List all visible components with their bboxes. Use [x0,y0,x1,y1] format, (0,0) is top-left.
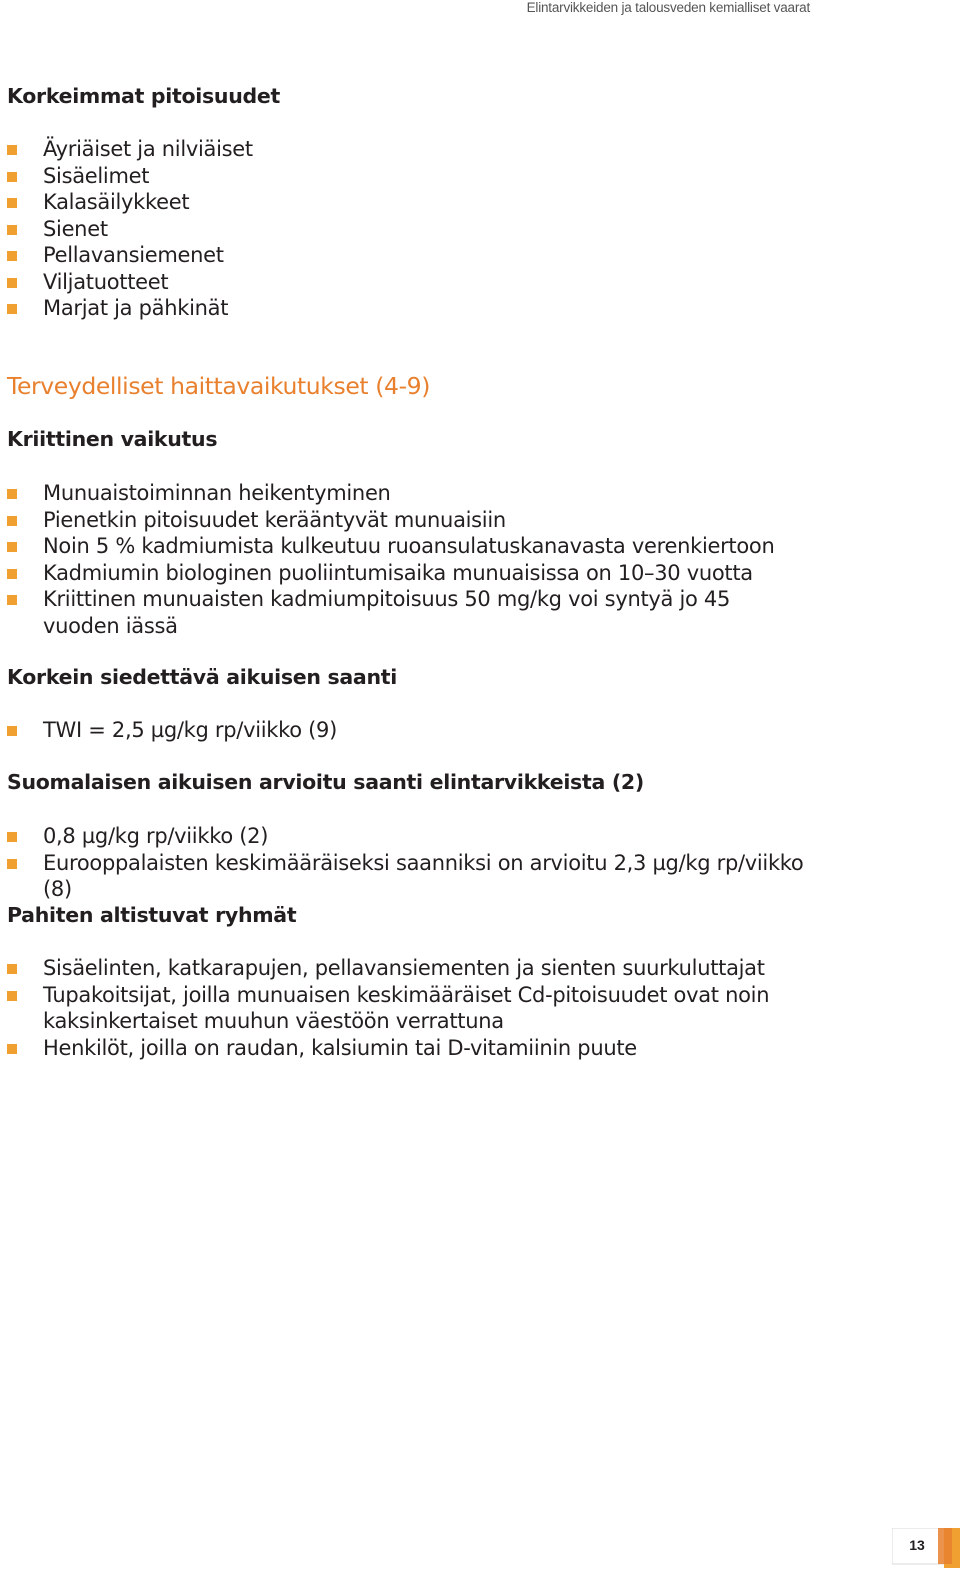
list-item: Marjat ja pähkinät [7,295,807,322]
list-item: 0,8 µg/kg rp/viikko (2) [7,823,807,850]
list-item: Munuaistoiminnan heikentyminen [7,480,807,507]
square-bullet-icon [7,278,17,288]
square-bullet-icon [7,595,17,605]
list-item: TWI = 2,5 µg/kg rp/viikko (9) [7,717,807,744]
list-item: Pellavansiemenet [7,242,807,269]
list-item: Henkilöt, joilla on raudan, kalsiumin tai D-vitamiinin puute [7,1035,807,1062]
square-bullet-icon [7,859,17,869]
square-bullet-icon [7,991,17,1001]
list-item: Kriittinen munuaisten kadmiumpitoisuus 50 mg/kg voi syntyä jo 45 vuoden iässä [7,586,803,639]
list-item: Kalasäilykkeet [7,189,807,216]
list-risk-groups [7,955,807,1061]
square-bullet-icon [7,198,17,208]
running-header: Elintarvikkeiden ja talousveden kemialliset vaarat [526,0,810,15]
list-critical [7,480,807,639]
square-bullet-icon [7,1044,17,1054]
page-number-tab [892,1528,960,1568]
square-bullet-icon [7,145,17,155]
list-item: Sisäelinten, katkarapujen, pellavansiementen ja sienten suurkuluttajat [7,955,807,982]
list-item: Kadmiumin biologinen puoliintumisaika munuaisissa on 10–30 vuotta [7,560,807,587]
list-item: Pienetkin pitoisuudet kerääntyvät munuaisiin [7,507,807,534]
list-highest [7,136,807,322]
square-bullet-icon [7,251,17,261]
square-bullet-icon [7,489,17,499]
square-bullet-icon [7,832,17,842]
square-bullet-icon [7,172,17,182]
list-item: Viljatuotteet [7,269,807,296]
list-item: Sienet [7,216,807,243]
list-item: Eurooppalaisten keskimääräiseksi saanniksi on arvioitu 2,3 µg/kg rp/viikko (8) [7,850,807,903]
section-heading-estimated-intake: Suomalaisen aikuisen arvioitu saanti elintarvikkeista (2) [7,770,644,794]
section-heading-tolerable-intake: Korkein siedettävä aikuisen saanti [7,665,397,689]
square-bullet-icon [7,964,17,974]
section-heading-highest: Korkeimmat pitoisuudet [7,84,281,108]
square-bullet-icon [7,225,17,235]
list-item: Äyriäiset ja nilviäiset [7,136,807,163]
list-item: Sisäelimet [7,163,807,190]
list-item: Tupakoitsijat, joilla munuaisen keskimääräiset Cd-pitoisuudet ovat noin kaksinkertaiset muuhun väestöön verrattuna [7,982,803,1035]
section-title-health-effects: Terveydelliset haittavaikutukset (4-9) [7,372,430,400]
page-number: 13 [909,1537,925,1553]
section-heading-critical: Kriittinen vaikutus [7,427,218,451]
square-bullet-icon [7,542,17,552]
list-item: Noin 5 % kadmiumista kulkeutuu ruoansulatuskanavasta verenkiertoon [7,533,807,560]
list-intake [7,823,807,903]
square-bullet-icon [7,569,17,579]
square-bullet-icon [7,304,17,314]
section-heading-risk-groups: Pahiten altistuvat ryhmät [7,903,297,927]
square-bullet-icon [7,726,17,736]
list-tolerable [7,717,807,744]
square-bullet-icon [7,516,17,526]
